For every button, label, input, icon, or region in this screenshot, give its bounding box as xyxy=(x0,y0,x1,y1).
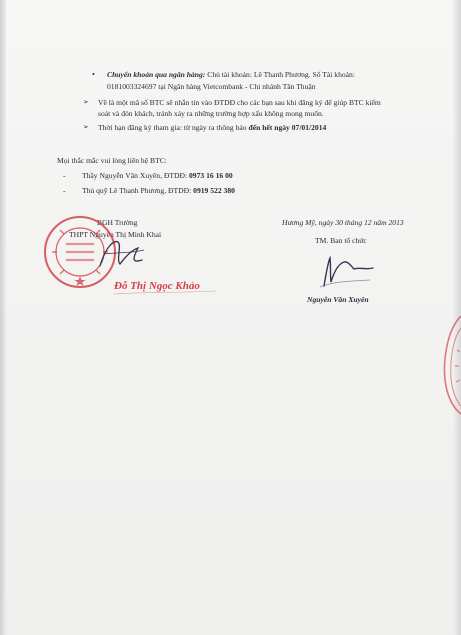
organizer-signature xyxy=(318,252,378,290)
code-note-line1: Về là một mã số BTC sẽ nhắn tin vào ĐTDĐ cho các bạn sau khi đăng ký để giúp BTC kiểm xyxy=(98,98,381,107)
account-number-line: 0181003324697 tại Ngân hàng Vietcombank - Chi nhánh Tân Thuận xyxy=(107,82,316,91)
deadline-prefix: Thời hạn đăng ký tham gia: từ ngày ra thông báo xyxy=(98,123,249,132)
contact-phone: 0919 522 380 xyxy=(193,186,235,195)
place-date: Hương Mỹ, ngày 30 tháng 12 năm 2013 xyxy=(282,218,404,227)
school-name: THPT Nguyễn Thị Minh Khai xyxy=(69,230,162,239)
contact-dash: - xyxy=(63,186,66,195)
account-holder: Chủ tài khoản: Lê Thanh Phương. Số Tài khoản: xyxy=(207,70,355,79)
principal-signature-scribble xyxy=(96,236,148,272)
edge-stamp-fragment xyxy=(439,310,461,420)
board-title: BGH Trường xyxy=(97,218,138,227)
code-note-line2: soát và đón khách, tránh xảy ra những trường hợp xấu không mong muốn. xyxy=(98,109,324,118)
transfer-line xyxy=(107,70,355,80)
transfer-label: Chuyển khoản qua ngân hàng: xyxy=(107,70,206,79)
page-left-shadow xyxy=(0,0,6,635)
principal-signature xyxy=(112,272,222,298)
contact-text: Thủ quỹ Lê Thanh Phương, ĐTDĐ: xyxy=(82,186,194,195)
contact-heading: Mọi thắc mắc vui lòng liên hệ BTC: xyxy=(57,156,167,165)
bullet-dot: • xyxy=(92,70,95,79)
contact-phone: 0973 16 16 00 xyxy=(189,171,233,180)
arrow-bullet-icon: ➢ xyxy=(83,123,89,131)
deadline-line xyxy=(98,123,326,133)
contact-text: Thầy Nguyễn Văn Xuyên, ĐTDĐ: xyxy=(82,171,189,180)
contact-person xyxy=(82,186,235,196)
organizer-title: TM. Ban tổ chức xyxy=(315,236,367,245)
arrow-bullet-icon: ➢ xyxy=(83,98,89,106)
contact-person xyxy=(82,171,233,181)
contact-dash: - xyxy=(63,171,66,180)
organizer-name: Nguyễn Văn Xuyên xyxy=(307,295,369,304)
deadline-date: đến hết ngày 07/01/2014 xyxy=(248,123,327,132)
principal-name-text: Đỗ Thị Ngọc Khảo xyxy=(114,280,200,292)
